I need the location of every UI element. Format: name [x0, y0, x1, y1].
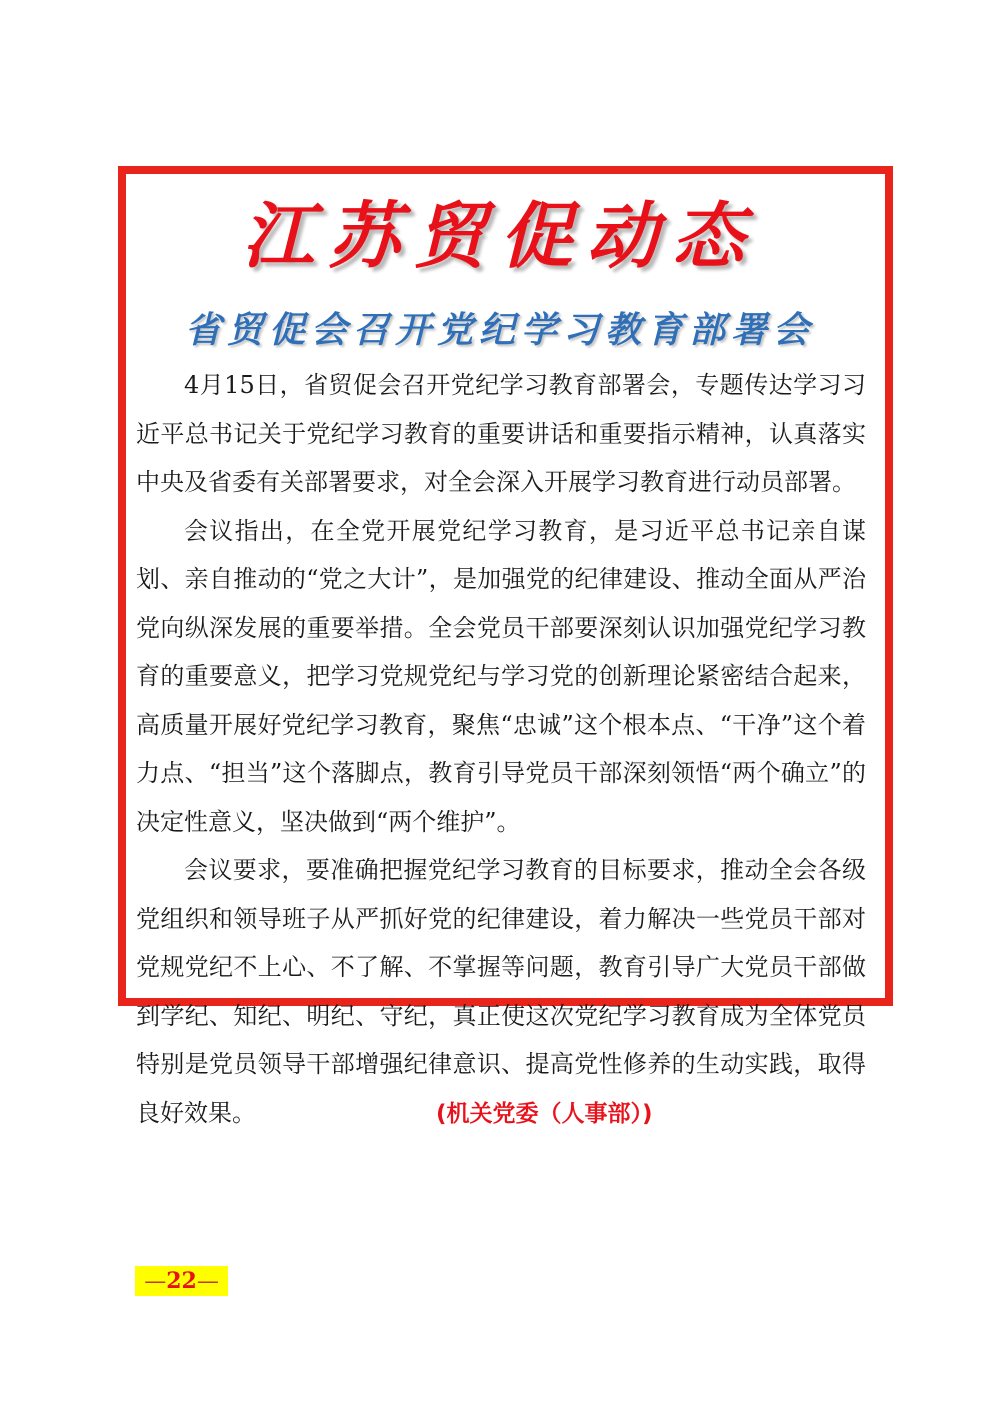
article-body — [136, 361, 866, 1138]
article-headline: 省贸促会召开党纪学习教育部署会 — [184, 309, 815, 351]
article-paragraph-3-text: 会议要求，要准确把握党纪学习教育的目标要求，推动全会各级党组织和领导班子从严抓好党的纪律建设，着力解决一些党员干部对党规党纪不上心、不了解、不掌握等问题，教育引导广大党员干部做到学纪、知纪、明纪、守纪，真正使这次党纪学习教育成为全体党员特别是党员领导干部增强纪律意识、提高党性修养的生动实践，取得良好效果。 — [136, 856, 866, 1127]
article-signature: (机关党委（人事部）) — [436, 1100, 653, 1127]
article-paragraph-2: 会议指出，在全党开展党纪学习教育，是习近平总书记亲自谋划、亲自推动的“党之大计”，是加强党的纪律建设、推动全面从严治党向纵深发展的重要举措。全会党员干部要深刻认识加强党纪学习教育的重要意义，把学习党规党纪与学习党的创新理论紧密结合起来，高质量开展好党纪学习教育，聚焦“忠诚”这个根本点、“干净”这个着力点、“担当”这个落脚点，教育引导党员干部深刻领悟“两个确立”的决定性意义，坚决做到“两个维护”。 — [136, 516, 866, 836]
page-number — [135, 1266, 228, 1296]
page-number-dash-right: — — [196, 1269, 219, 1294]
page-number-value: 22 — [166, 1268, 197, 1294]
article-paragraph-3 — [136, 846, 866, 1138]
article-paragraph-1: 4月15日，省贸促会召开党纪学习教育部署会，专题传达学习习近平总书记关于党纪学习教育的重要讲话和重要指示精神，认真落实中央及省委有关部署要求，对全会深入开展学习教育进行动员部署。 — [136, 371, 866, 496]
page-number-dash-left: — — [144, 1269, 167, 1294]
masthead-title: 江苏贸促动态 — [241, 193, 758, 278]
